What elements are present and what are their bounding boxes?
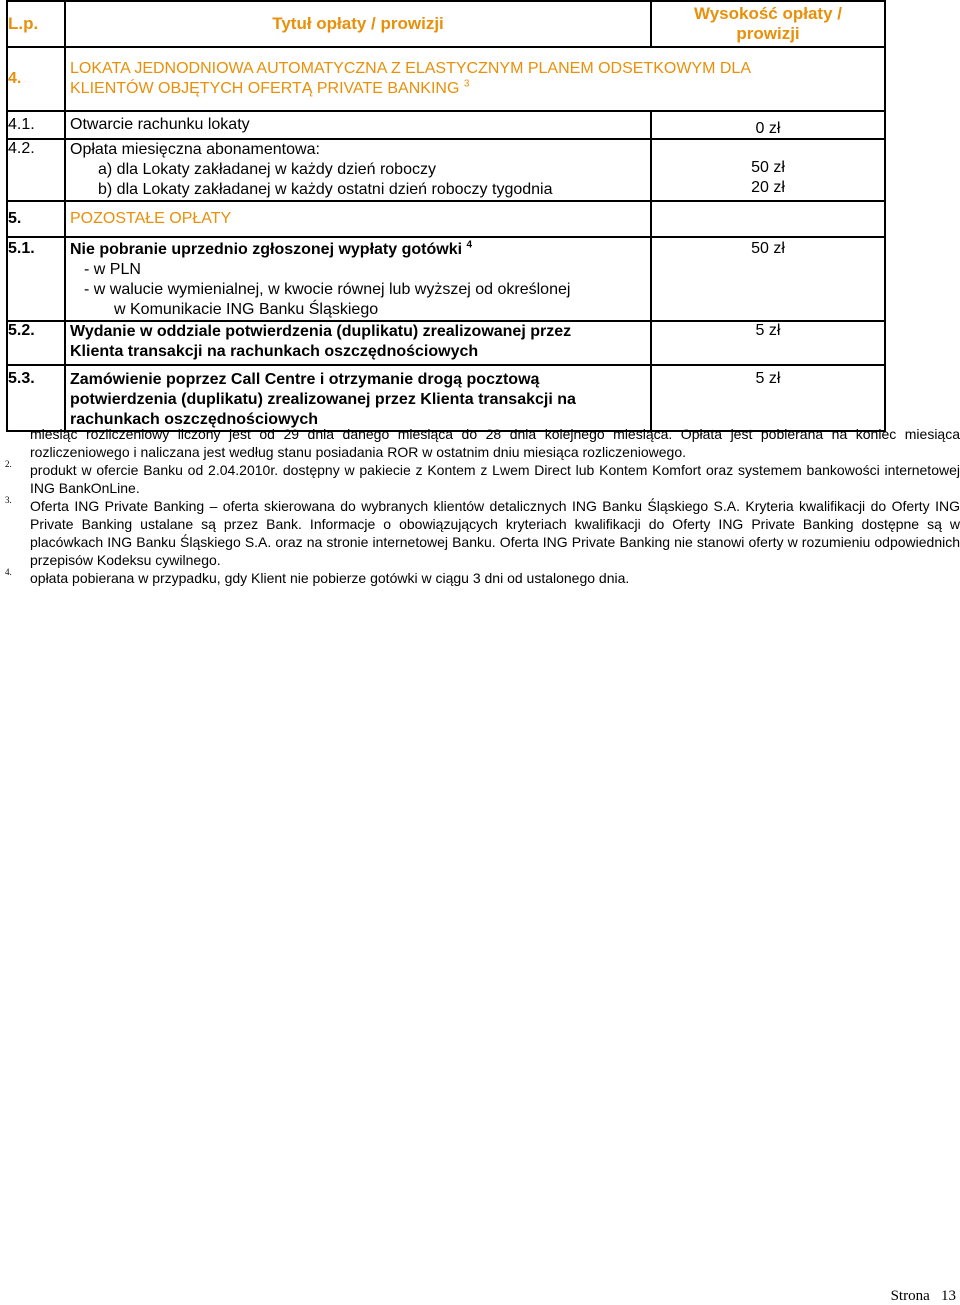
row-5-1-title bbox=[70, 240, 650, 260]
fees-table bbox=[6, 0, 886, 432]
row-4-2-amounts bbox=[651, 139, 885, 201]
row-5-1-title-text: Nie pobranie uprzednio zgłoszonej wypłaty gotówki bbox=[70, 241, 463, 258]
section-4-number: 4. bbox=[7, 47, 65, 111]
row-4-1-title: Otwarcie rachunku lokaty bbox=[65, 111, 651, 139]
footnote-3-mark: 3. bbox=[5, 495, 12, 505]
row-5-1-item-2: - w walucie wymienialnej, w kwocie równej lub wyższej od określonej bbox=[84, 281, 571, 298]
row-5-3-number: 5.3. bbox=[7, 365, 65, 431]
footnote-2 bbox=[0, 461, 960, 497]
row-5-2-content bbox=[65, 321, 651, 365]
footnote-2-mark: 2. bbox=[5, 459, 12, 469]
row-5-1-item-2b: w Komunikacie ING Banku Śląskiego bbox=[114, 301, 379, 318]
footnote-3 bbox=[0, 497, 960, 569]
row-5-1-number: 5.1. bbox=[7, 237, 65, 321]
section-4-title bbox=[65, 47, 885, 111]
row-4-2-amount-b: 20 zł bbox=[751, 179, 785, 196]
section-5-amount-empty bbox=[651, 201, 885, 237]
footnote-1-text: miesiąc rozliczeniowy liczony jest od 29 dnia danego miesiąca do 28 dnia kolejnego miesiąca. Opłata jest pobierana na koniec miesiąca rozliczeniowego i naliczana jest według stanu posiadania ROR w ostatnim dniu miesiąca rozliczeniowego. bbox=[30, 426, 960, 460]
row-5-1-footnote-ref: 4 bbox=[466, 239, 473, 251]
row-5-3 bbox=[7, 365, 885, 431]
row-4-1 bbox=[7, 111, 885, 139]
page-number bbox=[891, 1288, 956, 1305]
row-5-3-title-line2: potwierdzenia (duplikatu) zrealizowanej przez Klienta transakcji na bbox=[70, 391, 576, 408]
row-4-2 bbox=[7, 139, 885, 201]
page-label: Strona bbox=[890, 1288, 930, 1304]
row-5-3-amount: 5 zł bbox=[651, 365, 885, 431]
section-5-row bbox=[7, 201, 885, 237]
section-5-number: 5. bbox=[7, 201, 65, 237]
row-5-2 bbox=[7, 321, 885, 365]
row-4-2-amount-a: 50 zł bbox=[751, 159, 785, 176]
footnote-4-text: opłata pobierana w przypadku, gdy Klient nie pobierze gotówki w ciągu 3 dni od ustalonego dnia. bbox=[30, 570, 630, 586]
row-4-1-number: 4.1. bbox=[7, 111, 65, 139]
header-amount-line1: Wysokość opłaty / bbox=[693, 4, 842, 23]
footnote-4 bbox=[0, 569, 960, 587]
section-4-title-line2 bbox=[70, 79, 884, 99]
row-5-2-title-line2: Klienta transakcji na rachunkach oszczędnościowych bbox=[70, 343, 479, 360]
footnote-4-mark: 4. bbox=[5, 567, 12, 577]
row-5-2-title-line1: Wydanie w oddziale potwierdzenia (duplikatu) zrealizowanej przez bbox=[70, 323, 572, 340]
section-4-row bbox=[7, 47, 885, 111]
header-lp: L.p. bbox=[7, 1, 65, 47]
row-5-1-item-1: - w PLN bbox=[84, 261, 141, 278]
header-amount bbox=[651, 1, 885, 47]
row-4-2-item-a: a) dla Lokaty zakładanej w każdy dzień roboczy bbox=[98, 161, 436, 178]
footnote-2-text: produkt w ofercie Banku od 2.04.2010r. dostępny w pakiecie z Kontem z Lwem Direct lub Kontem Komfort oraz systemem bankowości internetowej ING BankOnLine. bbox=[30, 462, 960, 496]
row-5-2-amount: 5 zł bbox=[651, 321, 885, 365]
row-5-1-content bbox=[65, 237, 651, 321]
row-4-2-number: 4.2. bbox=[7, 139, 65, 201]
section-4-footnote-ref: 3 bbox=[463, 78, 470, 90]
row-4-2-item-b: b) dla Lokaty zakładanej w każdy ostatni dzień roboczy tygodnia bbox=[98, 181, 553, 198]
row-5-1-amount: 50 zł bbox=[651, 237, 885, 321]
table-header-row bbox=[7, 1, 885, 47]
footnotes bbox=[0, 425, 960, 587]
row-5-2-number: 5.2. bbox=[7, 321, 65, 365]
row-5-3-content bbox=[65, 365, 651, 431]
header-title: Tytuł opłaty / prowizji bbox=[65, 1, 651, 47]
header-amount-line2: prowizji bbox=[736, 24, 800, 43]
footnote-1-mark: 1. bbox=[5, 423, 12, 433]
footnote-1 bbox=[0, 425, 960, 461]
page-number-value: 13 bbox=[941, 1288, 956, 1304]
row-5-1 bbox=[7, 237, 885, 321]
row-4-1-amount: 0 zł bbox=[651, 111, 885, 139]
section-5-title: POZOSTAŁE OPŁATY bbox=[65, 201, 651, 237]
row-5-3-title-line3: rachunkach oszczędnościowych bbox=[70, 411, 319, 428]
row-4-2-content bbox=[65, 139, 651, 201]
footnote-3-text: Oferta ING Private Banking – oferta skierowana do wybranych klientów detalicznych ING Banku Śląskiego S.A. Kryteria kwalifikacji do Oferty ING Private Banking ustalane są przez Bank. Informacje o obowiązujących kryteriach kwalifikacji do Oferty ING Private Banking dostępne są w placówkach ING Banku Śląskiego S.A. oraz na stronie internetowej Banku. Oferta ING Private Banking nie stanowi oferty w rozumieniu odpowiednich przepisów Kodeksu cywilnego. bbox=[30, 498, 960, 568]
row-5-3-title-line1: Zamówienie poprzez Call Centre i otrzymanie drogą pocztową bbox=[70, 371, 540, 388]
row-4-2-title: Opłata miesięczna abonamentowa: bbox=[70, 141, 320, 158]
section-4-title-text: KLIENTÓW OBJĘTYCH OFERTĄ PRIVATE BANKING bbox=[70, 80, 460, 97]
section-4-title-line1: LOKATA JEDNODNIOWA AUTOMATYCZNA Z ELASTYCZNYM PLANEM ODSETKOWYM DLA bbox=[70, 60, 751, 77]
